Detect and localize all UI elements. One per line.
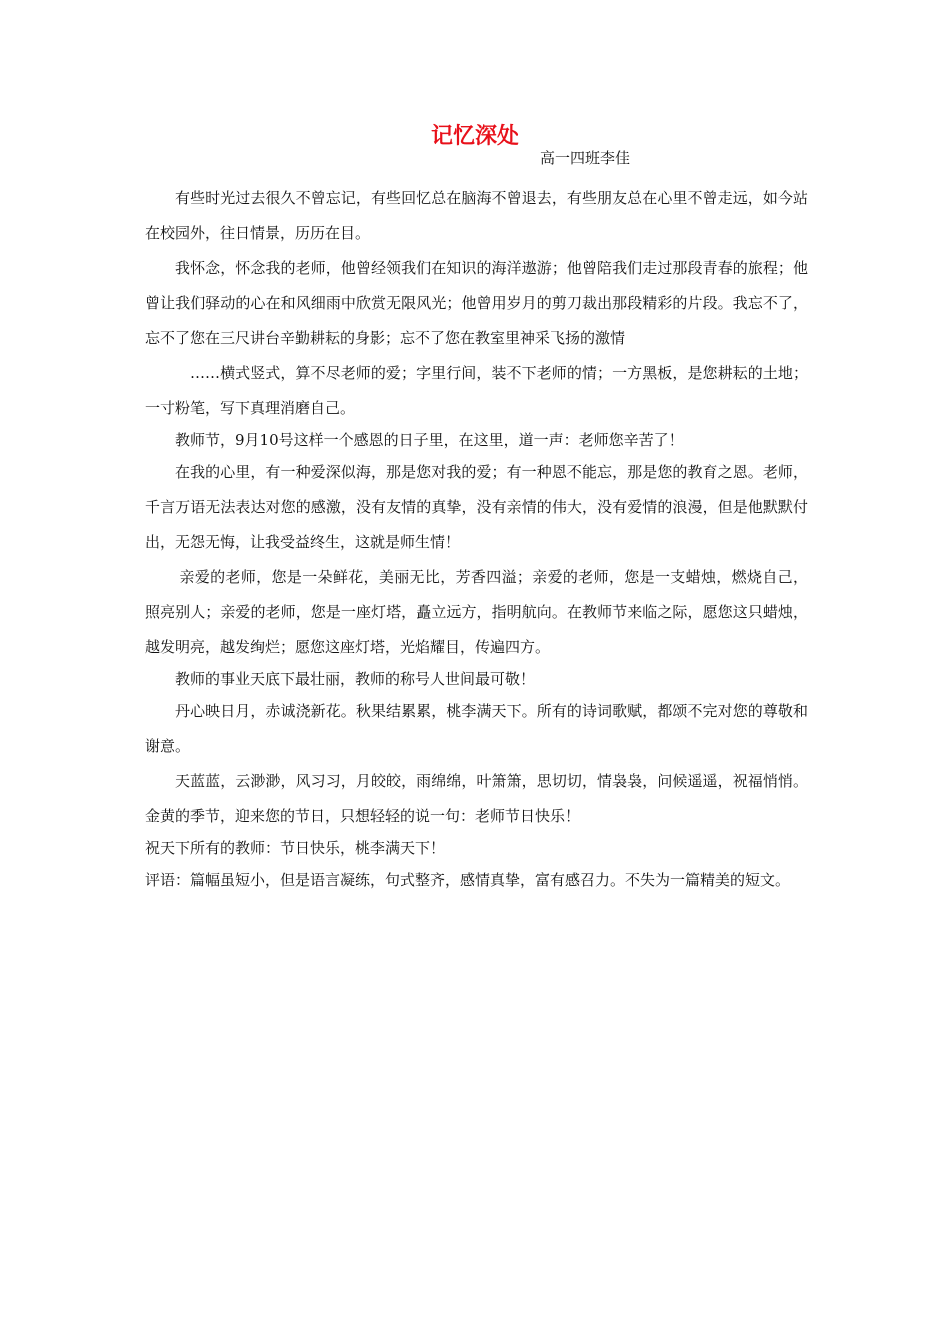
paragraph-2: 我怀念，怀念我的老师，他曾经领我们在知识的海洋遨游；他曾陪我们走过那段青春的旅程；他曾让我们驿动的心在和风细雨中欣赏无限风光；他曾用岁月的剪刀裁出那段精彩的片段。我忘不了，忘不了您在三尺讲台辛勤耕耘的身影；忘不了您在教室里神采飞扬的激情 <box>145 259 808 347</box>
document-body <box>145 181 808 898</box>
document-title: 记忆深处 <box>430 124 519 149</box>
paragraph-6: 亲爱的老师，您是一朵鲜花，美丽无比，芳香四溢；亲爱的老师，您是一支蜡烛，燃烧自己，照亮别人；亲爱的老师，您是一座灯塔，矗立远方，指明航向。在教师节来临之际，愿您这只蜡烛，越发明亮，越发绚烂；愿您这座灯塔，光焰耀目，传遍四方。 <box>145 568 808 656</box>
paragraph-8: 丹心映日月，赤诚浇新花。秋果结累累，桃李满天下。所有的诗词歌赋，都颂不完对您的尊敬和谢意。 <box>145 702 808 755</box>
paragraph-1: 有些时光过去很久不曾忘记，有些回忆总在脑海不曾退去，有些朋友总在心里不曾走远，如今站在校园外，往日情景，历历在目。 <box>145 189 808 242</box>
paragraph-4: 教师节，9月10号这样一个感恩的日子里，在这里，道一声：老师您辛苦了！ <box>175 431 684 449</box>
document-author: 高一四班李佳 <box>540 149 631 167</box>
paragraph-11: 评语：篇幅虽短小，但是语言凝练，句式整齐，感情真挚，富有感召力。不失为一篇精美的短文。 <box>145 871 791 889</box>
paragraph-10: 祝天下所有的教师：节日快乐，桃李满天下！ <box>145 839 446 857</box>
paragraph-3: ……横式竖式，算不尽老师的爱；字里行间，装不下老师的情；一方黑板，是您耕耘的土地；一寸粉笔，写下真理消磨自己。 <box>145 364 808 417</box>
paragraph-7: 教师的事业天底下最壮丽，教师的称号人世间最可敬！ <box>175 670 536 688</box>
paragraph-9: 天蓝蓝，云渺渺，风习习，月皎皎，雨绵绵，叶箫箫，思切切，情袅袅，问候遥遥，祝福悄悄。金黄的季节，迎来您的节日，只想轻轻的说一句：老师节日快乐！ <box>145 772 808 825</box>
paragraph-5: 在我的心里，有一种爱深似海，那是您对我的爱；有一种恩不能忘，那是您的教育之恩。老师，千言万语无法表达对您的感激，没有友情的真挚，没有亲情的伟大，没有爱情的浪漫，但是他默默付出，无怨无悔，让我受益终生，这就是师生情！ <box>145 463 808 551</box>
